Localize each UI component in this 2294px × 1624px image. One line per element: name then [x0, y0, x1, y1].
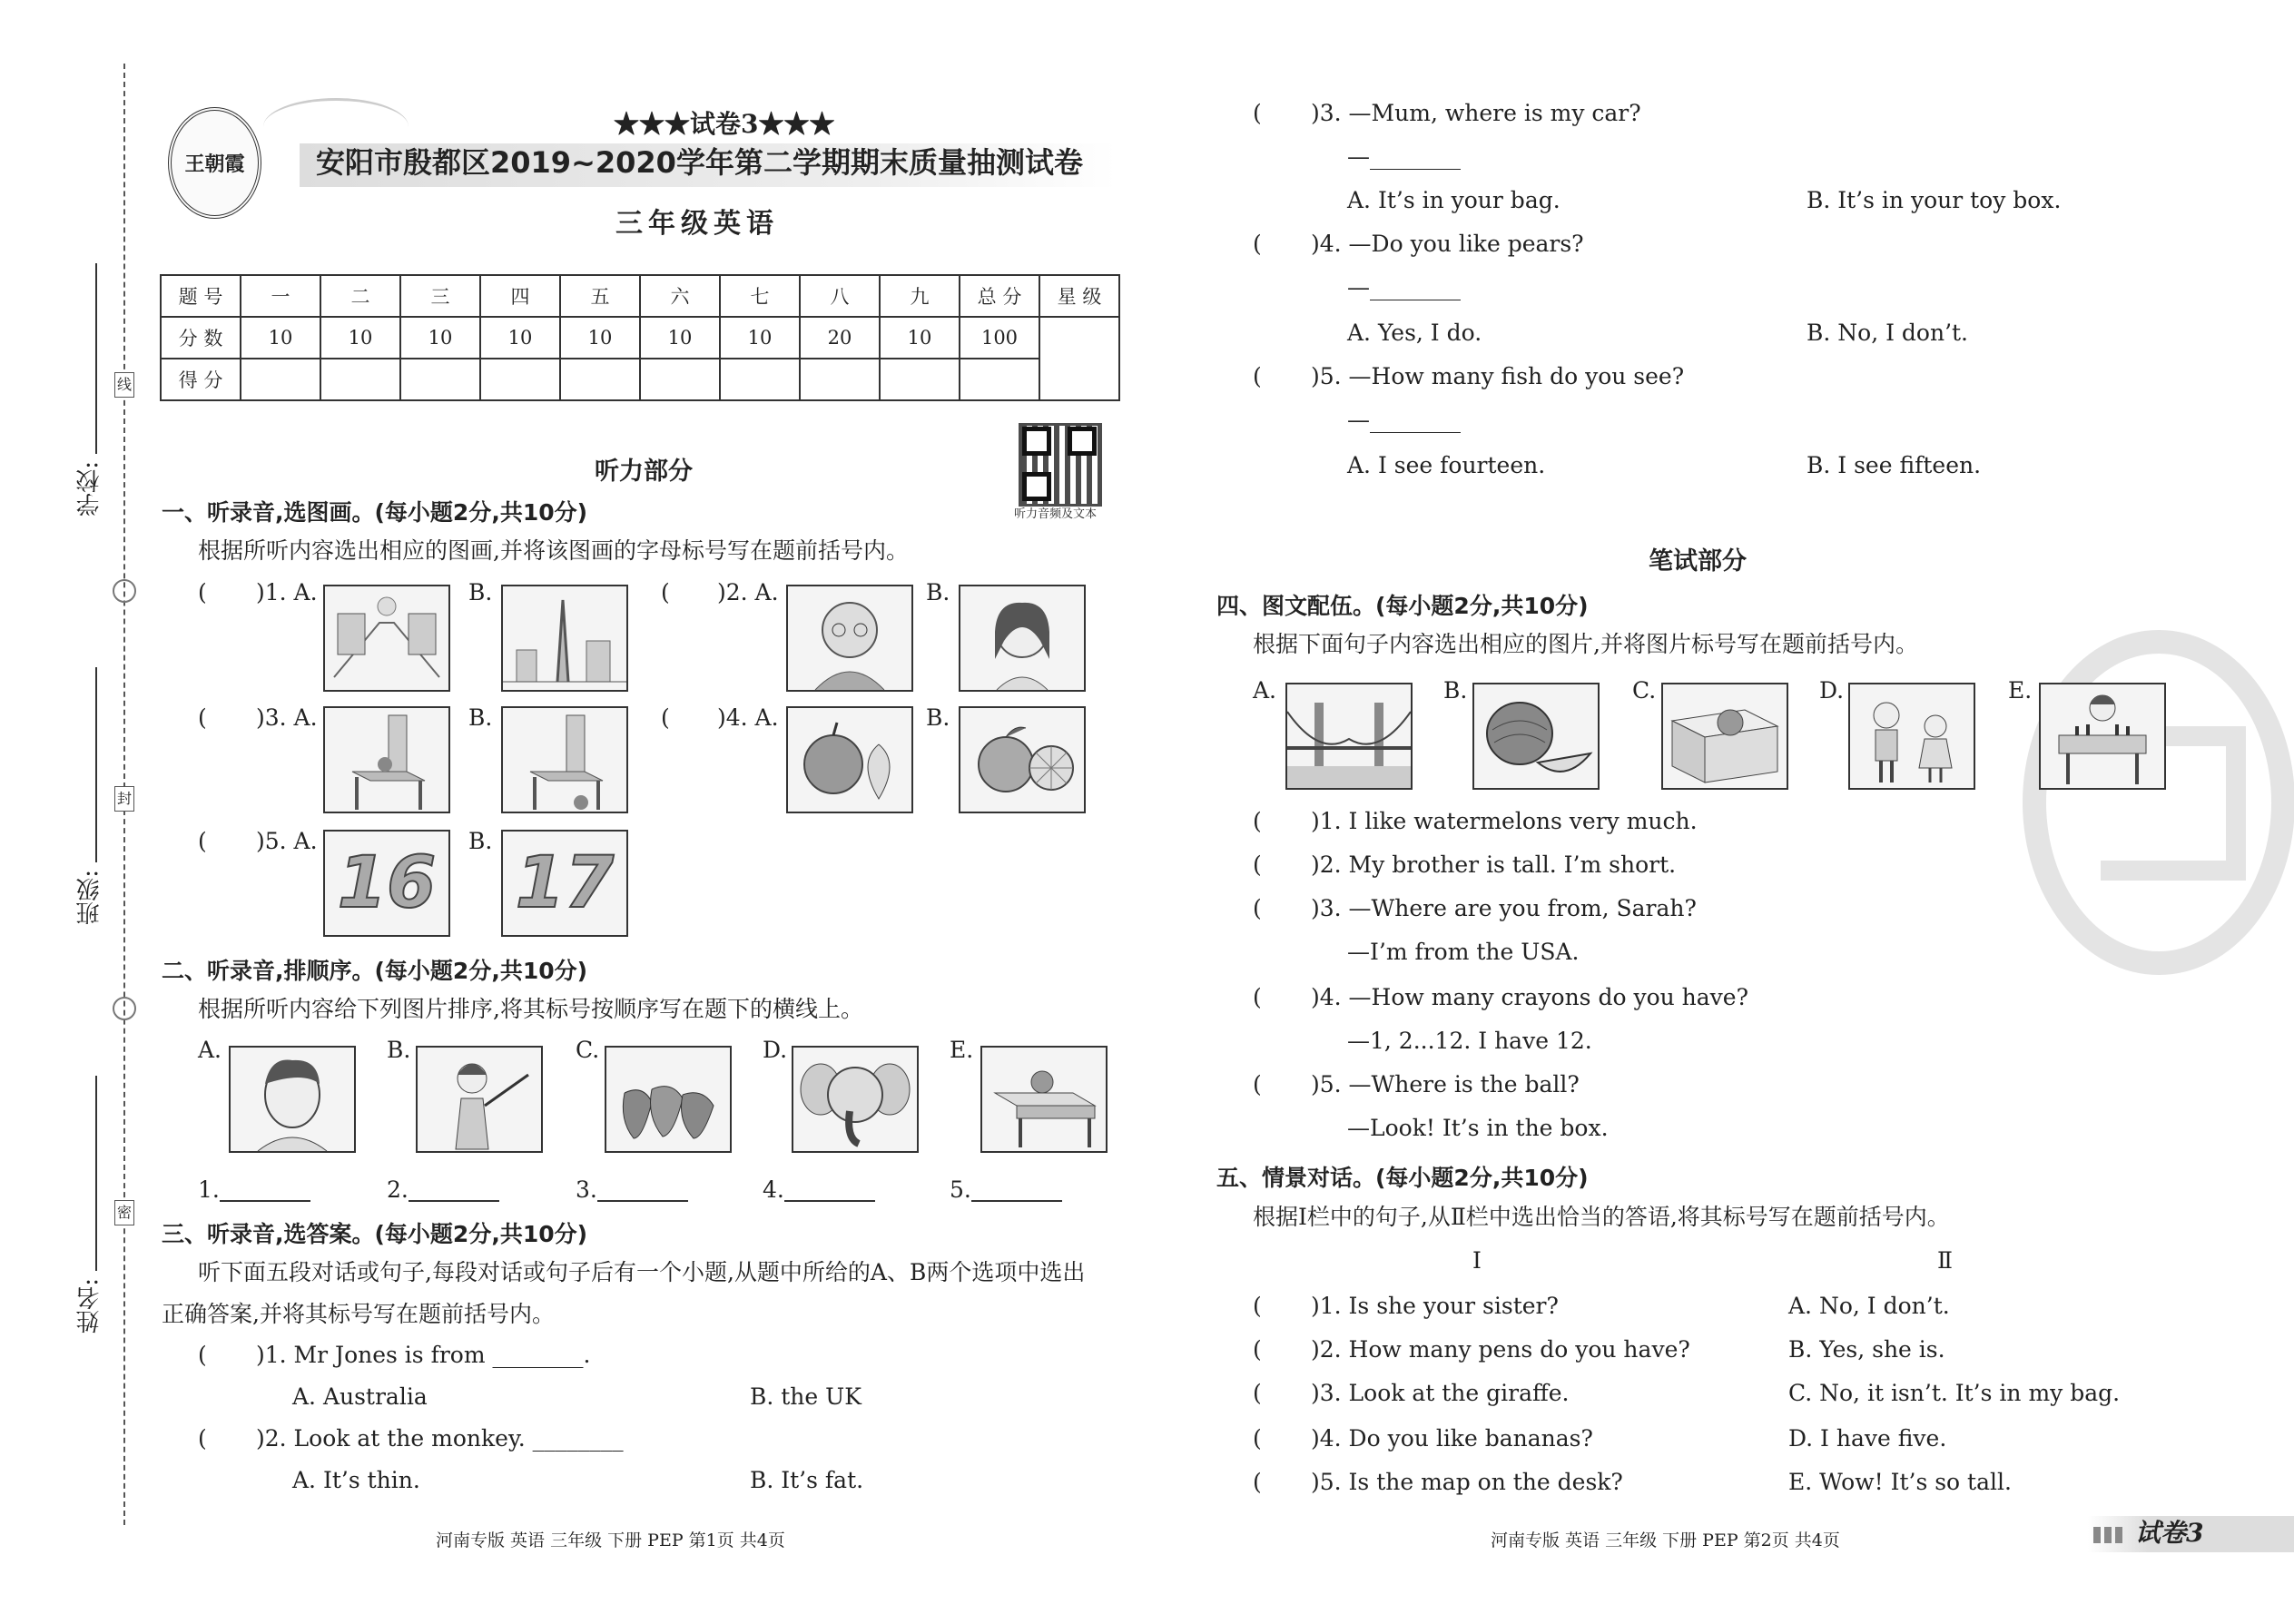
s3-q2-option-a: A. It’s thin.	[292, 1467, 420, 1493]
qr-code-finder-icon	[1068, 427, 1097, 456]
s3-q5-blank[interactable]: —________	[1347, 407, 1461, 433]
section1-heading: 一、听录音,选图画。(每小题2分,共10分)	[162, 499, 588, 526]
qr-code-finder-icon	[1022, 472, 1051, 501]
section4-heading: 四、图文配伍。(每小题2分,共10分)	[1216, 593, 1589, 619]
s5-right-d: D. I have five.	[1788, 1425, 1947, 1452]
s3-q5-option-b: B. I see fifteen.	[1807, 452, 1982, 478]
s4-item-2: )2. My brother is tall. I’m short.	[1311, 851, 1677, 878]
s2-letter-a: A.	[198, 1037, 222, 1063]
column-ii-label: Ⅱ	[1937, 1247, 1953, 1274]
exam-title: 安阳市殷都区2019~2020学年第二学期期末质量抽测试卷	[316, 145, 1083, 180]
section3-heading: 三、听录音,选答案。(每小题2分,共10分)	[162, 1221, 588, 1247]
answer-bracket[interactable]: (	[1253, 231, 1262, 257]
answer-bracket[interactable]: (	[1253, 851, 1262, 878]
s1-item1-b: B.	[468, 579, 493, 605]
binding-mark-line: 线	[114, 372, 134, 398]
school-label: 学校:	[76, 461, 103, 517]
s5-left-1: )1. Is she your sister?	[1311, 1293, 1559, 1319]
orange-picture[interactable]	[959, 706, 1086, 813]
table-cell: 八	[800, 275, 880, 317]
name-blank	[95, 1076, 97, 1271]
score-input-cell[interactable]	[640, 359, 720, 400]
strawberries-picture[interactable]	[605, 1046, 732, 1153]
grandma-icon	[788, 586, 911, 690]
ball-in-box-picture[interactable]	[1661, 683, 1788, 790]
table-cell: 二	[320, 275, 400, 317]
s1-item3-b: B.	[468, 704, 493, 731]
number-17-picture[interactable]	[501, 830, 628, 937]
table-cell: 10	[720, 317, 800, 359]
score-input-cell[interactable]	[320, 359, 400, 400]
girl-with-crayons-picture[interactable]	[2039, 683, 2166, 790]
s4-item-3: )3. —Where are you from, Sarah?	[1311, 895, 1697, 921]
s2-blank-3: 3.	[576, 1176, 597, 1203]
section1-instruction: 根据所听内容选出相应的图画,并将该图画的字母标号写在题前括号内。	[198, 537, 909, 564]
answer-bracket[interactable]: (	[1253, 1336, 1262, 1363]
binding-mark-dense: 密	[114, 1200, 134, 1225]
answer-bracket[interactable]: (	[661, 579, 670, 605]
chair-icon	[503, 708, 626, 812]
watermelon-icon	[1474, 684, 1598, 788]
s1-item2-b: B.	[926, 579, 950, 605]
table-cell: 10	[640, 317, 720, 359]
box-icon	[1663, 684, 1787, 788]
grandma-picture[interactable]	[786, 585, 913, 692]
bridge-icon	[1287, 684, 1411, 788]
s5-left-5: )5. Is the map on the desk?	[1311, 1469, 1623, 1495]
answer-bracket[interactable]: (	[661, 704, 670, 731]
strawberry-icon	[606, 1048, 730, 1151]
section5-instruction: 根据Ⅰ栏中的句子,从Ⅱ栏中选出恰当的答语,将其标号写在题前括号内。	[1253, 1204, 1950, 1230]
apple-picture[interactable]	[786, 706, 913, 813]
apple-icon	[788, 708, 911, 812]
exam-subtitle: 三年级英语	[615, 208, 779, 240]
table-cell: 七	[720, 275, 800, 317]
answer-bracket[interactable]: (	[1253, 1293, 1262, 1319]
answer-bracket[interactable]: (	[1253, 1469, 1262, 1495]
cat-under-chair-picture[interactable]	[501, 706, 628, 813]
table-cell: 10	[400, 317, 480, 359]
s2-answer-line[interactable]	[597, 1200, 688, 1202]
score-input-cell[interactable]	[480, 359, 560, 400]
cat-on-chair-picture[interactable]	[323, 706, 450, 813]
man-picture[interactable]	[229, 1046, 356, 1153]
s4-letter-e: E.	[2008, 677, 2033, 704]
star-rating-cell[interactable]	[1039, 317, 1119, 400]
score-input-cell[interactable]	[400, 359, 480, 400]
s3-q4-blank[interactable]: —________	[1347, 274, 1461, 300]
s3-q3-option-a: A. It’s in your bag.	[1347, 187, 1561, 213]
score-input-cell[interactable]	[800, 359, 880, 400]
teacher-picture[interactable]	[416, 1046, 543, 1153]
s1-item2-num: )2. A.	[717, 579, 779, 605]
table-cell: 一	[241, 275, 320, 317]
score-table-score-row	[161, 359, 1119, 400]
crayons-icon	[2041, 684, 2164, 788]
s4-letter-b: B.	[1443, 677, 1468, 704]
desk-icon	[982, 1048, 1106, 1151]
s3-q5-option-a: A. I see fourteen.	[1347, 452, 1546, 478]
answer-bracket[interactable]: (	[198, 828, 207, 854]
table-cell: 题 号	[161, 275, 241, 317]
table-cell: 10	[241, 317, 320, 359]
writing-section-title: 笔试部分	[1649, 547, 1747, 576]
score-input-cell[interactable]	[241, 359, 320, 400]
s4-item-3-reply: —I’m from the USA.	[1347, 939, 1580, 965]
score-table-points-row	[161, 317, 1119, 359]
number-17: 17	[515, 842, 615, 924]
s3-q3-blank[interactable]: —________	[1347, 143, 1461, 170]
s5-left-4: )4. Do you like bananas?	[1311, 1425, 1593, 1452]
table-cell: 10	[560, 317, 640, 359]
street-icon	[325, 586, 448, 690]
logo	[168, 107, 261, 219]
s2-blank-5: 5.	[950, 1176, 971, 1203]
number-16-picture[interactable]	[323, 830, 450, 937]
section2-instruction: 根据所听内容给下列图片排序,将其标号按顺序写在题下的横线上。	[198, 996, 863, 1022]
s3-q1-option-b: B. the UK	[750, 1383, 861, 1410]
s3-q2-option-b: B. It’s fat.	[750, 1467, 864, 1493]
answer-bracket[interactable]: (	[1253, 984, 1262, 1010]
s2-blank-4: 4.	[763, 1176, 784, 1203]
girl-picture[interactable]	[959, 585, 1086, 692]
table-cell: 三	[400, 275, 480, 317]
right-page-footer: 河南专版 英语 三年级 下册 PEP 第2页 共4页	[1491, 1530, 1840, 1550]
score-table	[160, 274, 1120, 401]
s2-letter-e: E.	[950, 1037, 974, 1063]
name-label: 姓名:	[76, 1278, 103, 1334]
s1-item5-b: B.	[468, 828, 493, 854]
s2-blank-1: 1.	[198, 1176, 220, 1203]
tower-icon	[503, 586, 626, 690]
s2-answer-line[interactable]	[409, 1200, 499, 1202]
man-icon	[231, 1048, 354, 1151]
table-cell: 20	[800, 317, 880, 359]
s5-right-b: B. Yes, she is.	[1788, 1336, 1945, 1363]
table-cell: 九	[880, 275, 960, 317]
s3-q1-option-a: A. Australia	[292, 1383, 428, 1410]
s4-item-4-reply: —1, 2...12. I have 12.	[1347, 1028, 1592, 1054]
qr-caption: 听力音频及文本	[1014, 507, 1098, 521]
elephant-icon	[793, 1048, 917, 1151]
s3-q4: )4. —Do you like pears?	[1311, 231, 1584, 257]
answer-bracket[interactable]: (	[1253, 808, 1262, 834]
s4-item-4: )4. —How many crayons do you have?	[1311, 984, 1748, 1010]
two-kids-picture[interactable]	[1848, 683, 1975, 790]
section4-instruction: 根据下面句子内容选出相应的图片,并将图片标号写在题前括号内。	[1253, 631, 1918, 657]
series-label: ★★★试卷3★★★	[614, 109, 835, 139]
answer-bracket[interactable]: (	[1253, 1071, 1262, 1097]
s1-item4-b: B.	[926, 704, 950, 731]
s5-right-a: A. No, I don’t.	[1788, 1293, 1950, 1319]
school-blank	[95, 263, 97, 454]
answer-bracket[interactable]: (	[1253, 1380, 1262, 1406]
listening-section-title: 听力部分	[595, 458, 693, 486]
s2-answer-line[interactable]	[784, 1200, 875, 1202]
kids-icon	[1850, 684, 1974, 788]
table-cell: 10	[320, 317, 400, 359]
s1-item5-num: )5. A.	[256, 828, 318, 854]
score-input-cell[interactable]	[720, 359, 800, 400]
table-cell: 分 数	[161, 317, 241, 359]
table-cell: 四	[480, 275, 560, 317]
bridge-picture[interactable]	[1285, 683, 1413, 790]
section3-instruction-line1: 听下面五段对话或句子,每段对话或句子后有一个小题,从题中所给的A、B两个选项中选出	[198, 1259, 1086, 1285]
binding-mark-seal: 封	[114, 786, 134, 812]
s3-q5: )5. —How many fish do you see?	[1311, 363, 1685, 389]
s3-q2: )2. Look at the monkey. ________	[256, 1425, 624, 1452]
s3-q3: )3. —Mum, where is my car?	[1311, 100, 1641, 126]
chair-icon	[325, 708, 448, 812]
binding-hole-icon	[113, 579, 136, 603]
answer-bracket[interactable]: (	[1253, 1425, 1262, 1452]
watermark-seal-icon	[2023, 630, 2294, 975]
table-cell: 总 分	[960, 275, 1039, 317]
elephant-picture[interactable]	[792, 1046, 919, 1153]
s3-q3-option-b: B. It’s in your toy box.	[1807, 187, 2062, 213]
class-blank	[95, 667, 97, 862]
table-cell: 100	[960, 317, 1039, 359]
table-cell: 星 级	[1039, 275, 1119, 317]
tab-squares-icon	[2093, 1527, 2124, 1543]
s2-blank-2: 2.	[387, 1176, 409, 1203]
qr-code-finder-icon	[1022, 427, 1051, 456]
teacher-icon	[418, 1048, 541, 1151]
answer-bracket[interactable]: (	[1253, 895, 1262, 921]
s2-letter-c: C.	[576, 1037, 600, 1063]
table-cell: 10	[480, 317, 560, 359]
score-input-cell[interactable]	[880, 359, 960, 400]
s5-right-e: E. Wow! It’s so tall.	[1788, 1469, 2012, 1495]
street-scene-picture[interactable]	[323, 585, 450, 692]
s3-q4-option-b: B. No, I don’t.	[1807, 320, 1969, 346]
score-input-cell[interactable]	[960, 359, 1039, 400]
score-table-header-row	[161, 275, 1119, 317]
table-cell: 五	[560, 275, 640, 317]
logo-text: 王朝霞	[184, 153, 245, 176]
s5-left-3: )3. Look at the giraffe.	[1311, 1380, 1570, 1406]
s4-item-5-reply: —Look! It’s in the box.	[1347, 1115, 1609, 1141]
table-cell: 六	[640, 275, 720, 317]
s3-q1: )1. Mr Jones is from ________.	[256, 1342, 591, 1368]
s2-answer-line[interactable]	[971, 1200, 1062, 1202]
s2-letter-d: D.	[763, 1037, 788, 1063]
desk-picture[interactable]	[980, 1046, 1108, 1153]
answer-bracket[interactable]: (	[198, 1342, 207, 1368]
table-cell: 得 分	[161, 359, 241, 400]
s5-right-c: C. No, it isn’t. It’s in my bag.	[1788, 1380, 2121, 1406]
answer-bracket[interactable]: (	[1253, 100, 1262, 126]
left-page-footer: 河南专版 英语 三年级 下册 PEP 第1页 共4页	[436, 1530, 785, 1550]
section5-heading: 五、情景对话。(每小题2分,共10分)	[1216, 1165, 1589, 1191]
s4-letter-c: C.	[1632, 677, 1657, 704]
s2-answer-line[interactable]	[220, 1200, 310, 1202]
section3-instruction-line2: 正确答案,并将其标号写在题前括号内。	[162, 1301, 555, 1327]
binding-hole-icon	[113, 997, 136, 1020]
s4-letter-a: A.	[1253, 677, 1277, 704]
s2-letter-b: B.	[387, 1037, 411, 1063]
answer-bracket[interactable]: (	[198, 704, 207, 731]
s3-q4-option-a: A. Yes, I do.	[1347, 320, 1482, 346]
class-label: 班级:	[76, 870, 103, 925]
watermelon-picture[interactable]	[1472, 683, 1600, 790]
girl-icon	[960, 586, 1084, 690]
orange-icon	[960, 708, 1084, 812]
s4-item-1: )1. I like watermelons very much.	[1311, 808, 1698, 834]
table-cell: 10	[880, 317, 960, 359]
answer-bracket[interactable]: (	[198, 1425, 207, 1452]
city-tower-picture[interactable]	[501, 585, 628, 692]
s1-item1-num: )1. A.	[256, 579, 318, 605]
s4-item-5: )5. —Where is the ball?	[1311, 1071, 1580, 1097]
answer-bracket[interactable]: (	[1253, 363, 1262, 389]
section2-heading: 二、听录音,排顺序。(每小题2分,共10分)	[162, 958, 588, 984]
number-16: 16	[337, 842, 437, 924]
page-tab-label: 试卷3	[2135, 1518, 2204, 1548]
column-i-label: Ⅰ	[1472, 1247, 1482, 1274]
s5-left-2: )2. How many pens do you have?	[1311, 1336, 1690, 1363]
s1-item3-num: )3. A.	[256, 704, 318, 731]
s1-item4-num: )4. A.	[717, 704, 779, 731]
s4-letter-d: D.	[1819, 677, 1845, 704]
answer-bracket[interactable]: (	[198, 579, 207, 605]
score-input-cell[interactable]	[560, 359, 640, 400]
